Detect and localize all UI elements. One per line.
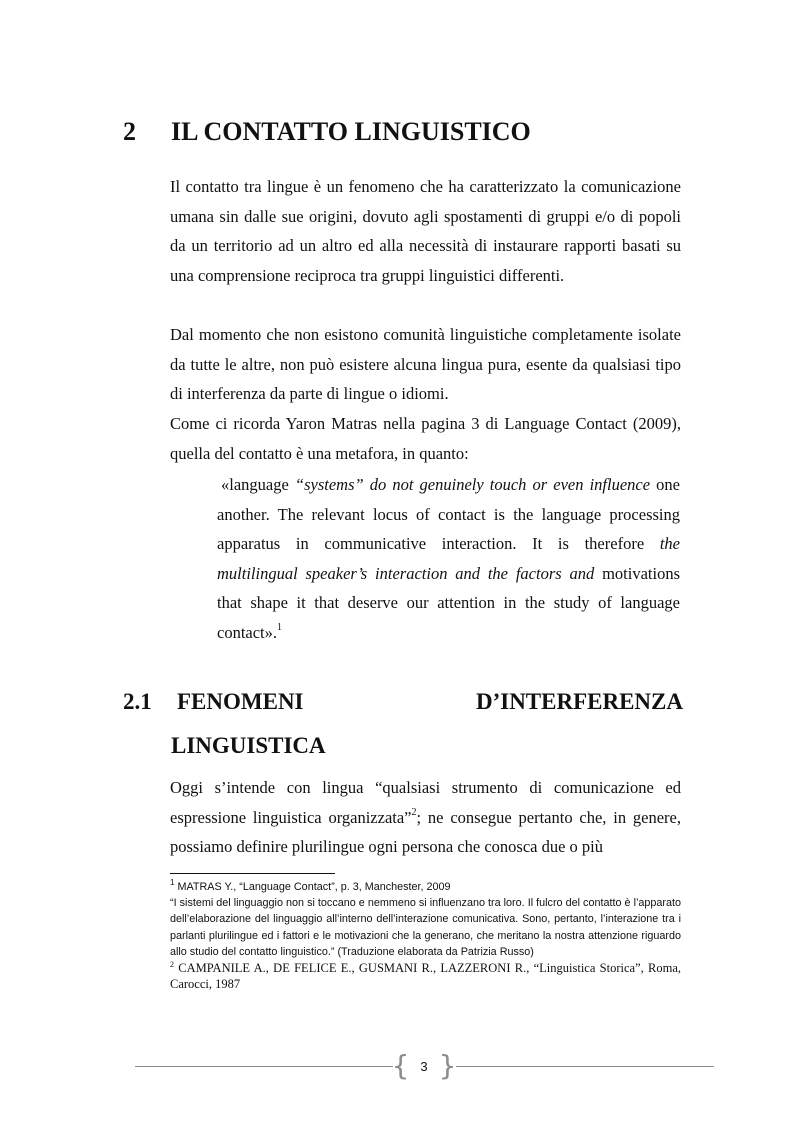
paragraph-definition [170, 773, 681, 862]
page-number-value: 3 [420, 1058, 428, 1074]
footer-rule-right [456, 1066, 714, 1067]
section-number: 2.1 [123, 689, 152, 714]
paragraph-isolation: Dal momento che non esistono comunità linguistiche completamente isolate da tutte le altre, non può esistere alcuna lingua pura, esente da qualsiasi tipo di interferenza da parte di lingue o idiomi. [170, 325, 681, 404]
chapter-heading [123, 112, 683, 152]
quote-italic-2: the multilingual speaker’s interaction and the factors and [217, 534, 680, 583]
quote-italic-1: “systems” do not genuinely touch or even influence [294, 475, 651, 494]
footnote-1-citation: $^1$ MATRAS Y., “Language Contact”, p. 3, Manchester, 2009 [170, 878, 451, 893]
footer-rule-left [135, 1066, 393, 1067]
paragraph-intro: Il contatto tra lingue è un fenomeno che ha caratterizzato la comunicazione umana sin dalle sue origini, dovuto agli spostamenti di gruppi e/o di popoli da un territorio ad un altro ed alla necessità di instaurare rapporti basati su una comprensione reciproca tra gruppi linguistici differenti. [170, 177, 681, 285]
section-heading [123, 680, 683, 768]
quote-end: motivations that shape it that deserve our attention in the study of language contact». [217, 563, 680, 642]
section-title-word-2: D’INTERFERENZA [475, 689, 683, 714]
quote-middle: one another. The relevant locus of contact is the language processing apparatus in communicative interaction. It is therefore [217, 475, 680, 554]
footnote-2: $^2$ CAMPANILE A., DE FELICE E., GUSMANI R., LAZZERONI R., “Linguistica Storica”, Roma, Carocci, 1987 [170, 960, 681, 992]
paragraph-definition-before: Oggi s’intende con lingua “qualsiasi strumento di comunicazione ed espressione linguistica organizzata” [170, 778, 681, 827]
footnote-ref-2[interactable]: 2 [411, 806, 417, 818]
chapter-number: 2 [123, 117, 136, 146]
page-number [391, 1049, 457, 1082]
footnote-2-number: 2 [170, 960, 174, 970]
footnote-1-number: 1 [170, 878, 175, 887]
quote-open: «language [221, 475, 295, 494]
footnote-1-translation: “I sistemi del linguaggio non si toccano e nemmeno si influenzano tra loro. Il fulcro del contatto è l’apparato dell’elaborazione del linguaggio all’interno dell’interazione comunicativa. Sono, pertanto, l’interazione tra i parlanti plurilingue ed i fattori e le motivazioni che la generano, che meritano la nostra attenzione riguardo allo studio del contatto linguistico.” (Traduzione elaborata da Patrizia Russo) [170, 897, 681, 958]
paragraph-definition-after: ; ne consegue pertanto che, in genere, possiamo definire plurilingue ogni persona che conosca due o più [170, 807, 682, 857]
footnote-ref-1[interactable]: 1 [277, 621, 283, 633]
footnotes [170, 879, 681, 992]
brace-left-icon: { [391, 1049, 410, 1082]
chapter-title: IL CONTATTO LINGUISTICO [171, 117, 531, 146]
block-quote [217, 470, 680, 648]
footnote-separator [170, 873, 335, 874]
paragraph-matras: Come ci ricorda Yaron Matras nella pagina 3 di Language Contact (2009), quella del contatto è una metafora, in quanto: [170, 414, 681, 463]
section-title-word-3: LINGUISTICA [171, 733, 326, 758]
section-title-word-1: FENOMENI [177, 689, 304, 714]
brace-right-icon: } [438, 1049, 457, 1082]
